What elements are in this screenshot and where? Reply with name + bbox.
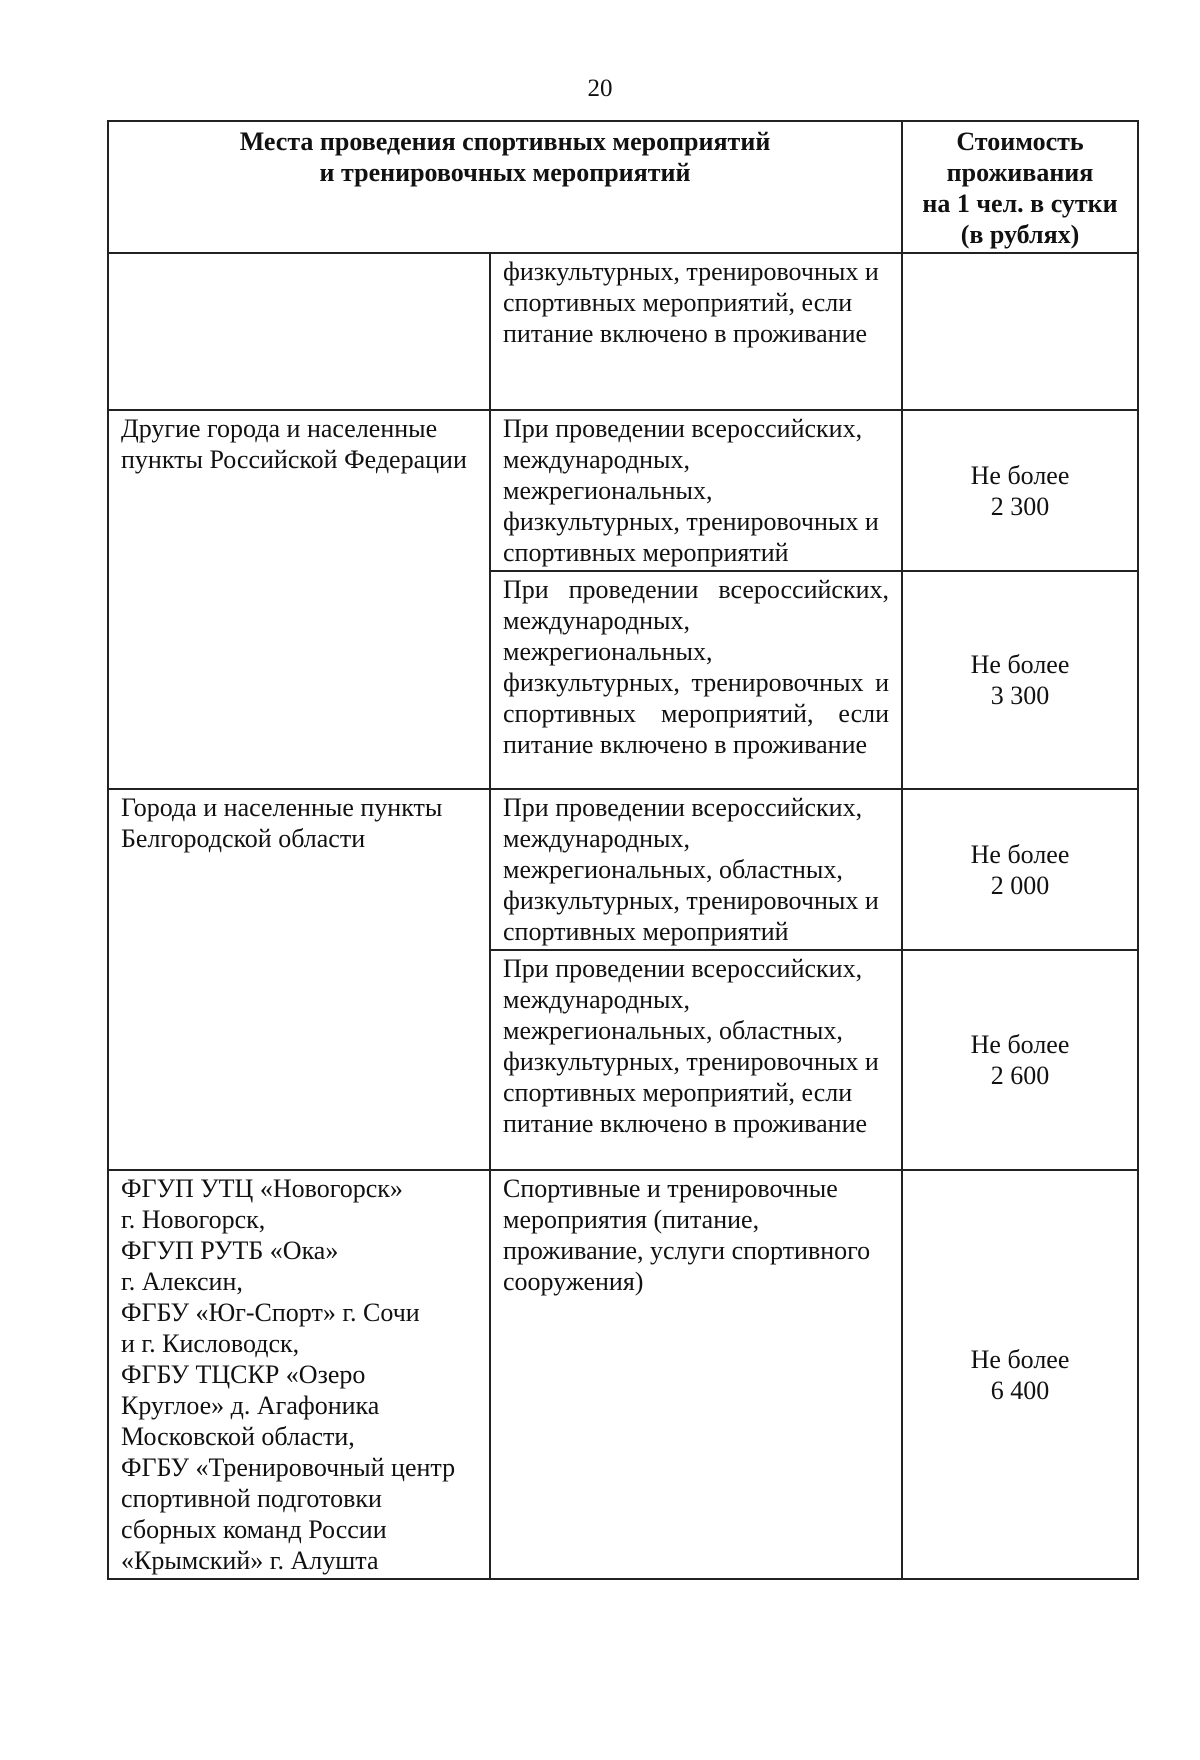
table-row xyxy=(108,410,1138,571)
price-cell xyxy=(902,1170,1138,1579)
place-line: «Крымский» г. Алушта xyxy=(121,1546,379,1575)
table-row xyxy=(108,1170,1138,1579)
description-cell: физкультурных, тренировочных и спортивных мероприятий, если питание включено в проживание xyxy=(490,253,902,410)
page-number: 20 xyxy=(587,75,613,102)
price-value: 2 600 xyxy=(990,1061,1050,1090)
header-places xyxy=(108,121,902,253)
table-row xyxy=(108,789,1138,950)
description-cell: При проведении всероссийских, международных, межрегиональных, физкультурных, тренировочных и спортивных мероприятий xyxy=(490,410,902,571)
header-cost-line3: на 1 чел. в сутки xyxy=(922,189,1118,218)
place-line: ФГБУ «Тренировочный центр xyxy=(121,1453,456,1482)
place-line: ФГБУ ТЦСКР «Озеро xyxy=(121,1360,366,1389)
price-label: Не более xyxy=(970,460,1070,490)
place-cell-empty xyxy=(108,253,490,410)
price-cell xyxy=(902,571,1138,789)
place-cell: Другие города и населенные пункты Российской Федерации xyxy=(108,410,490,789)
place-line: и г. Кисловодск, xyxy=(121,1329,300,1358)
description-cell: При проведении всероссийских, международных, межрегиональных, областных, физкультурных, тренировочных и спортивных мероприятий, если питание включено в проживание xyxy=(490,950,902,1170)
place-line: ФГУП РУТБ «Ока» xyxy=(121,1236,339,1265)
price-label: Не более xyxy=(970,1030,1070,1059)
description-cell: При проведении всероссийских, международных, межрегиональных, физкультурных, тренировочных и спортивных мероприятий, если питание включено в проживание xyxy=(490,571,902,789)
price-value: 3 300 xyxy=(990,681,1050,710)
place-line: Круглое» д. Агафоника xyxy=(121,1391,380,1420)
place-line: г. Алексин, xyxy=(121,1267,243,1296)
place-line: ФГУП УТЦ «Новогорск» xyxy=(121,1174,403,1203)
header-places-line2: и тренировочных мероприятий xyxy=(319,158,691,187)
price-cell xyxy=(902,950,1138,1170)
price-value: 2 300 xyxy=(990,491,1050,521)
table-header-row xyxy=(108,121,1138,253)
place-cell xyxy=(108,1170,490,1579)
place-line: ФГБУ «Юг-Спорт» г. Сочи xyxy=(121,1298,420,1327)
place-line: г. Новогорск, xyxy=(121,1205,266,1234)
place-line: спортивной подготовки xyxy=(121,1484,382,1513)
description-cell: Спортивные и тренировочные мероприятия (питание, проживание, услуги спортивного сооружения) xyxy=(490,1170,902,1579)
header-cost-line2: проживания xyxy=(946,158,1094,187)
header-cost-line1: Стоимость xyxy=(956,127,1084,156)
price-value: 2 000 xyxy=(990,870,1050,900)
price-value: 6 400 xyxy=(990,1375,1050,1405)
place-line: Московской области, xyxy=(121,1422,355,1451)
header-places-line1: Места проведения спортивных мероприятий xyxy=(239,127,771,156)
accommodation-cost-table xyxy=(107,120,1139,1580)
price-cell xyxy=(902,410,1138,571)
description-cell: При проведении всероссийских, международных, межрегиональных, областных, физкультурных, тренировочных и спортивных мероприятий xyxy=(490,789,902,950)
price-label: Не более xyxy=(970,839,1070,869)
price-cell-empty xyxy=(902,253,1138,410)
header-cost-line4: (в рублях) xyxy=(960,220,1080,249)
place-cell: Города и населенные пункты Белгородской области xyxy=(108,789,490,1170)
place-line: сборных команд России xyxy=(121,1515,387,1544)
price-label: Не более xyxy=(970,1344,1070,1374)
price-cell xyxy=(902,789,1138,950)
header-cost xyxy=(902,121,1138,253)
price-label: Не более xyxy=(970,650,1070,679)
table-row xyxy=(108,253,1138,410)
